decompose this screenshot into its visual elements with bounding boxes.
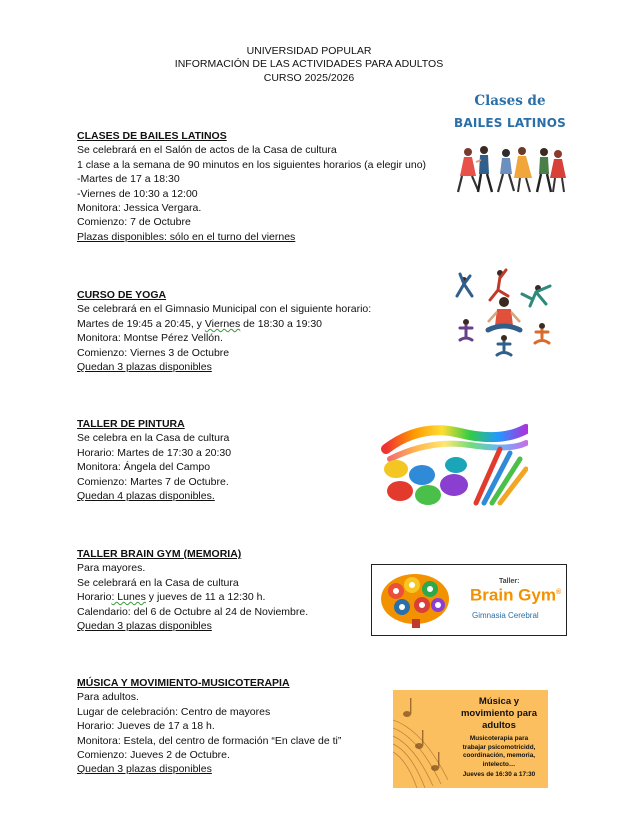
section-line: Lugar de celebración: Centro de mayores: [77, 705, 271, 718]
section-line: Se celebrará en la Casa de cultura: [77, 576, 239, 589]
section-line: -Viernes de 10:30 a 12:00: [77, 187, 198, 200]
brain-gym-reg: ®: [555, 589, 562, 596]
section-line: Comienzo: Martes 7 de Octubre.: [77, 475, 229, 488]
plazas-link[interactable]: Quedan 3 plazas disponibles: [77, 361, 212, 374]
plazas-link[interactable]: Quedan 4 plazas disponibles.: [77, 490, 215, 503]
section-line: Monitora: Montse Pérez Vellón.: [77, 332, 223, 345]
brain-icon: [378, 571, 452, 629]
section-yoga: [77, 288, 437, 374]
bailes-image-subtitle: BAILES LATINOS: [454, 116, 566, 130]
schedule-part: : Lunes: [111, 591, 146, 604]
musica-time: Jueves de 16:30 a 17:30: [462, 771, 536, 779]
header-line-1: UNIVERSIDAD POPULAR: [246, 45, 372, 57]
header-line-3: CURSO 2025/2026: [263, 71, 355, 84]
yoga-poses-icon: [452, 266, 556, 358]
section-line: Horario: Martes de 17:30 a 20:30: [77, 446, 232, 459]
section-line: Se celebrará en el Salón de actos de la Casa de cultura: [77, 144, 337, 157]
section-line: Para mayores.: [77, 562, 146, 575]
section-line: -Martes de 17 a 18:30: [77, 173, 180, 186]
section-line: Calendario: del 6 de Octubre al 24 de Noviembre.: [77, 605, 309, 618]
plazas-link[interactable]: Quedan 3 plazas disponibles: [77, 620, 212, 633]
header-line-2: INFORMACIÓN DE LAS ACTIVIDADES PARA ADULTOS: [174, 58, 444, 71]
section-line: Comienzo: Jueves 2 de Octubre.: [77, 749, 230, 762]
paint-pots-icon: [380, 419, 528, 507]
schedule-part: de 18:30 a 19:30: [240, 317, 323, 330]
brain-gym-brand: [470, 586, 561, 603]
plazas-link[interactable]: Plazas disponibles: sólo en el turno del viernes: [77, 230, 296, 243]
section-line: Comienzo: Viernes 3 de Octubre: [77, 346, 230, 359]
section-title: TALLER BRAIN GYM (MEMORIA): [77, 548, 242, 560]
section-title: CURSO DE YOGA: [77, 289, 167, 301]
section-line: 1 clase a la semana de 90 minutos en los siguientes horarios (a elegir uno): [77, 158, 427, 171]
schedule-part: Horario: [77, 591, 112, 604]
bailes-latinos-image: [446, 92, 574, 197]
musica-desc-line: intelecto…: [482, 760, 516, 768]
section-line: [77, 317, 437, 331]
section-bailes-latinos: [77, 129, 437, 244]
section-line: Monitora: Jessica Vergara.: [77, 202, 202, 215]
musica-image-desc: [451, 735, 547, 780]
brain-gym-big: Brain Gym: [470, 585, 556, 605]
dancers-icon: [454, 144, 566, 196]
musica-title-line: adultos: [482, 720, 516, 731]
section-title: MÚSICA Y MOVIMIENTO-MUSICOTERAPIA: [77, 677, 290, 689]
musica-desc-line: trabajar psicomotricidd,: [462, 743, 536, 751]
brain-gym-small-label: Taller:: [499, 578, 520, 585]
musica-desc-line: Musicoterapia para: [469, 735, 529, 742]
section-line: Monitora: Estela, del centro de formación “En clave de ti”: [77, 734, 342, 747]
section-musica: [77, 676, 437, 777]
musica-title-line: movimiento para: [460, 708, 538, 719]
musica-desc-line: coordinación, memoria,: [462, 752, 536, 760]
musica-title-line: Música y: [478, 696, 520, 707]
section-line: Monitora: Ángela del Campo: [77, 461, 211, 474]
schedule-part: Viernes: [204, 317, 241, 330]
bailes-image-title: Clases de: [474, 93, 546, 109]
section-line: Comienzo: 7 de Octubre: [77, 216, 191, 229]
schedule-part: y jueves de 11 a 12:30 h.: [145, 591, 266, 604]
section-line: Para adultos.: [77, 691, 139, 704]
musica-image: [393, 690, 548, 788]
brain-gym-image: [371, 564, 567, 636]
section-line: Se celebrará en el Gimnasio Municipal con el siguiente horario:: [77, 303, 372, 316]
section-title: TALLER DE PINTURA: [77, 418, 185, 430]
section-line: Se celebra en la Casa de cultura: [77, 432, 230, 445]
section-title: CLASES DE BAILES LATINOS: [77, 130, 227, 142]
schedule-part: Martes de 19:45 a 20:45, y: [77, 317, 205, 330]
brain-gym-subtitle: Gimnasia Cerebral: [472, 611, 539, 620]
musica-image-title: [451, 696, 547, 732]
document-header: [0, 45, 618, 85]
plazas-link[interactable]: Quedan 3 plazas disponibles: [77, 763, 212, 776]
section-line: Horario: Jueves de 17 a 18 h.: [77, 720, 215, 733]
